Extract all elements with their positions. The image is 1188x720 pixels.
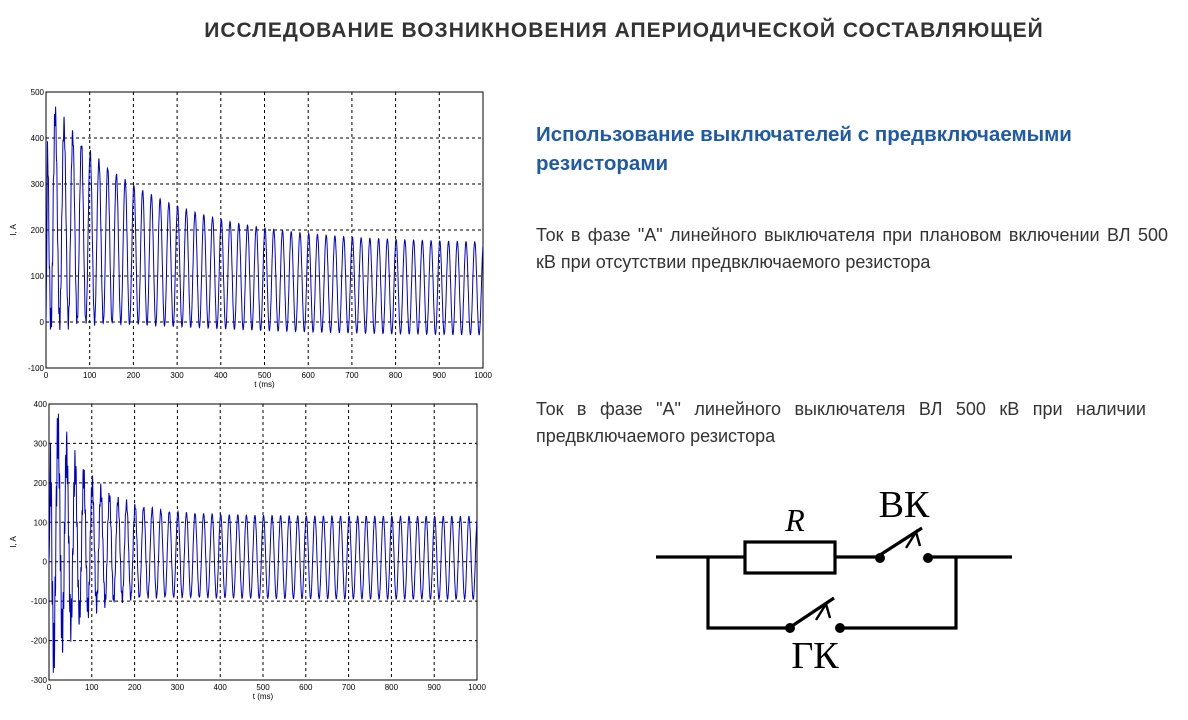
y-tick-label: 400: [30, 134, 44, 143]
x-tick-label: 200: [127, 683, 142, 692]
section-subtitle: Использование выключателей с предвключаемыми резисторами: [536, 123, 1072, 175]
plot-with-resistor: [0, 398, 500, 708]
x-tick-label: 900: [432, 371, 446, 380]
x-axis-label: t (ms): [252, 692, 274, 701]
x-tick-label: 800: [388, 371, 403, 380]
x-tick-label: 0: [43, 371, 49, 380]
x-tick-label: 900: [427, 683, 441, 692]
y-tick-label: 200: [33, 478, 47, 488]
x-tick-label: 1000: [474, 371, 492, 380]
y-tick-label: 100: [33, 518, 47, 528]
y-tick-label: 500: [30, 88, 44, 97]
x-tick-label: 600: [299, 683, 313, 692]
x-tick-label: 600: [301, 371, 315, 380]
y-tick-label: 400: [33, 400, 47, 409]
circuit-diagram-svg: [650, 480, 1030, 680]
bottom-switch-contact-left: [785, 623, 795, 633]
x-tick-label: 500: [257, 371, 272, 380]
y-tick-label: 300: [33, 439, 47, 449]
x-tick-label: 700: [341, 683, 356, 692]
y-axis-label: I, A: [9, 536, 18, 548]
resistor-label: R: [785, 502, 805, 538]
x-axis-label: t (ms): [254, 380, 275, 389]
y-tick-label: 0: [39, 318, 44, 327]
x-tick-label: 100: [83, 371, 97, 380]
y-tick-label: 0: [42, 557, 47, 567]
bypass-branch-right: [842, 557, 956, 628]
top-switch-contact-left: [875, 553, 885, 563]
x-tick-label: 0: [46, 683, 52, 692]
circuit-diagram: [650, 480, 1030, 685]
bottom-switch-contact-right: [835, 623, 845, 633]
x-tick-label: 300: [170, 371, 184, 380]
y-axis-label: I, A: [9, 224, 18, 236]
top-switch-label: ВК: [878, 484, 930, 526]
x-tick-label: 1000: [468, 683, 486, 692]
x-tick-label: 100: [85, 683, 99, 692]
y-tick-label: 100: [30, 272, 44, 281]
description-without-resistor: Ток в фазе "А" линейного выключателя при плановом включении ВЛ 500 кВ при отсутствии предвключаемого резистора: [536, 225, 1168, 272]
bottom-switch-label: ГК: [791, 635, 839, 677]
x-tick-label: 400: [213, 683, 227, 692]
y-tick-label: -200: [30, 636, 47, 646]
slide-title: ИССЛЕДОВАНИЕ ВОЗНИКНОВЕНИЯ АПЕРИОДИЧЕСКОЙ СОСТАВЛЯЮЩЕЙ: [204, 19, 1044, 42]
x-tick-label: 200: [126, 371, 141, 380]
x-tick-label: 300: [170, 683, 185, 692]
resistor-body: [745, 542, 835, 573]
chart-with-resistor: [0, 398, 500, 708]
x-tick-label: 500: [256, 683, 270, 692]
top-switch-contact-right: [923, 553, 933, 563]
x-tick-label: 400: [214, 371, 228, 380]
chart-without-resistor: [0, 86, 500, 388]
y-tick-label: -300: [30, 676, 47, 685]
description-with-resistor: Ток в фазе "А" линейного выключателя ВЛ 500 кВ при наличии предвключаемого резистора: [536, 399, 1146, 446]
x-tick-label: 800: [384, 683, 399, 692]
y-tick-label: -100: [27, 364, 44, 373]
x-tick-label: 700: [345, 371, 359, 380]
y-tick-label: 200: [30, 226, 44, 235]
y-tick-label: 300: [30, 180, 44, 189]
plot-without-resistor: [0, 86, 500, 388]
y-tick-label: -100: [30, 597, 47, 607]
